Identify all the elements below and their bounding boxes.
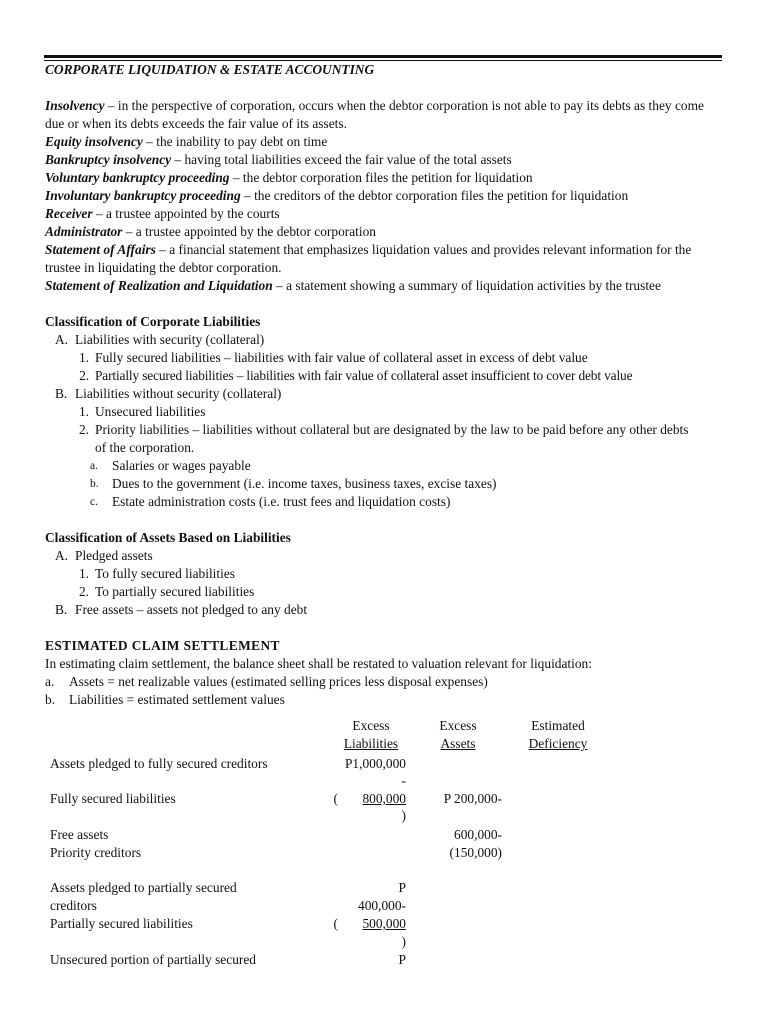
- list-item: B. Liabilities without security (collateral) 1. Unsecured liabilities 2. Priority liabilities – liabilities without collateral but are designated by the law to be paid before any other debts of the corporation. a. Salaries or wages payable b. Dues to the government (i.e. income taxes, business taxes, excise taxes) c. Estate administration costs (i.e. trust fees and liquidation costs): [75, 385, 725, 511]
- table-row: Assets pledged to fully secured creditors P1,000,000: [50, 756, 406, 771]
- page-title: CORPORATE LIQUIDATION & ESTATE ACCOUNTING: [45, 62, 375, 77]
- definitions-list: [45, 97, 725, 295]
- document-page: [45, 61, 725, 967]
- definition-voluntary-bankruptcy: Voluntary bankruptcy proceeding – the debtor corporation files the petition for liquidation: [45, 170, 533, 185]
- table-row: -: [401, 773, 406, 788]
- definition-statement-of-realization: Statement of Realization and Liquidation – a statement showing a summary of liquidation activities by the trustee: [45, 278, 661, 293]
- list-item: 2. To partially secured liabilities: [78, 584, 255, 599]
- list-item: b. Dues to the government (i.e. income taxes, business taxes, excise taxes): [90, 476, 497, 491]
- table-row: creditors 400,000-: [50, 898, 406, 913]
- table-row: Priority creditors (150,000): [50, 845, 502, 860]
- list-item: c. Estate administration costs (i.e. trust fees and liquidation costs): [90, 494, 451, 509]
- table-row: Partially secured liabilities ( 500,000: [50, 916, 406, 931]
- list-item: A. Pledged assets 1. To fully secured liabilities 2. To partially secured liabilities: [75, 547, 725, 601]
- definition-equity-insolvency: Equity insolvency – the inability to pay debt on time: [45, 134, 328, 149]
- assets-heading: Classification of Assets Based on Liabilities: [45, 530, 291, 545]
- table-row: Fully secured liabilities ( 800,000 P 200,000-: [50, 791, 502, 806]
- top-rule-thick: [44, 55, 722, 58]
- liabilities-heading: Classification of Corporate Liabilities: [45, 314, 261, 329]
- list-item: A. Liabilities with security (collateral) 1. Fully secured liabilities – liabilities with fair value of collateral asset in excess of debt value 2. Partially secured liabilities – liabilities with fair value of collateral asset insufficient to cover debt value: [75, 331, 725, 385]
- table-row: ): [401, 808, 406, 823]
- list-item: 2. Priority liabilities – liabilities without collateral but are designated by the law to be paid before any other debts of the corporation. a. Salaries or wages payable b. Dues to the government (i.e. income taxes, business taxes, excise taxes) c. Estate administration costs (i.e. trust fees and liquidation costs): [95, 421, 695, 511]
- list-item: 1. To fully secured liabilities: [78, 566, 235, 581]
- settlement-intro: In estimating claim settlement, the balance sheet shall be restated to valuation relevant for liquidation: a. Assets = net realizable values (estimated selling prices less disposal expenses) b. Liabilities = estimated settlement values: [45, 655, 725, 709]
- list-item: 2. Partially secured liabilities – liabilities with fair value of collateral asset insufficient to cover debt value: [79, 368, 633, 383]
- assets-list: [45, 547, 725, 619]
- definition-administrator: Administrator – a trustee appointed by the debtor corporation: [45, 224, 377, 239]
- list-item: 1. Unsecured liabilities: [78, 404, 206, 419]
- settlement-item-a: a. Assets = net realizable values (estimated selling prices less disposal expenses): [45, 674, 488, 689]
- table-row: Assets pledged to partially secured P: [50, 880, 406, 895]
- definition-receiver: Receiver – a trustee appointed by the courts: [45, 206, 280, 221]
- table-row: Unsecured portion of partially secured P: [50, 952, 406, 967]
- list-item: 1. Fully secured liabilities – liabilities with fair value of collateral asset in excess of debt value: [78, 350, 588, 365]
- list-item: B. Free assets – assets not pledged to any debt: [55, 602, 308, 617]
- list-item: a. Salaries or wages payable: [90, 458, 251, 473]
- definition-insolvency: Insolvency – in the perspective of corporation, occurs when the debtor corporation is not able to pay its debts as they come due or when its debts exceeds the fair value of its assets.: [45, 98, 704, 131]
- liabilities-list: [45, 331, 725, 511]
- table-row: Free assets 600,000-: [50, 827, 502, 842]
- definition-involuntary-bankruptcy: Involuntary bankruptcy proceeding – the creditors of the debtor corporation files the petition for liquidation: [45, 188, 629, 203]
- table-row: ): [401, 934, 406, 949]
- column-header-excess-liabilities: Excess Liabilities: [343, 718, 399, 751]
- definition-bankruptcy-insolvency: Bankruptcy insolvency – having total liabilities exceed the fair value of the total assets: [45, 152, 512, 167]
- column-header-excess-assets: Excess Assets: [439, 718, 477, 751]
- settlement-item-b: b. Liabilities = estimated settlement values: [45, 692, 285, 707]
- settlement-heading: ESTIMATED CLAIM SETTLEMENT: [45, 638, 280, 653]
- column-header-estimated-deficiency: Estimated Deficiency: [528, 718, 588, 751]
- definition-statement-of-affairs: Statement of Affairs – a financial statement that emphasizes liquidation values and provides relevant information for the trustee in liquidating the debtor corporation.: [45, 242, 692, 275]
